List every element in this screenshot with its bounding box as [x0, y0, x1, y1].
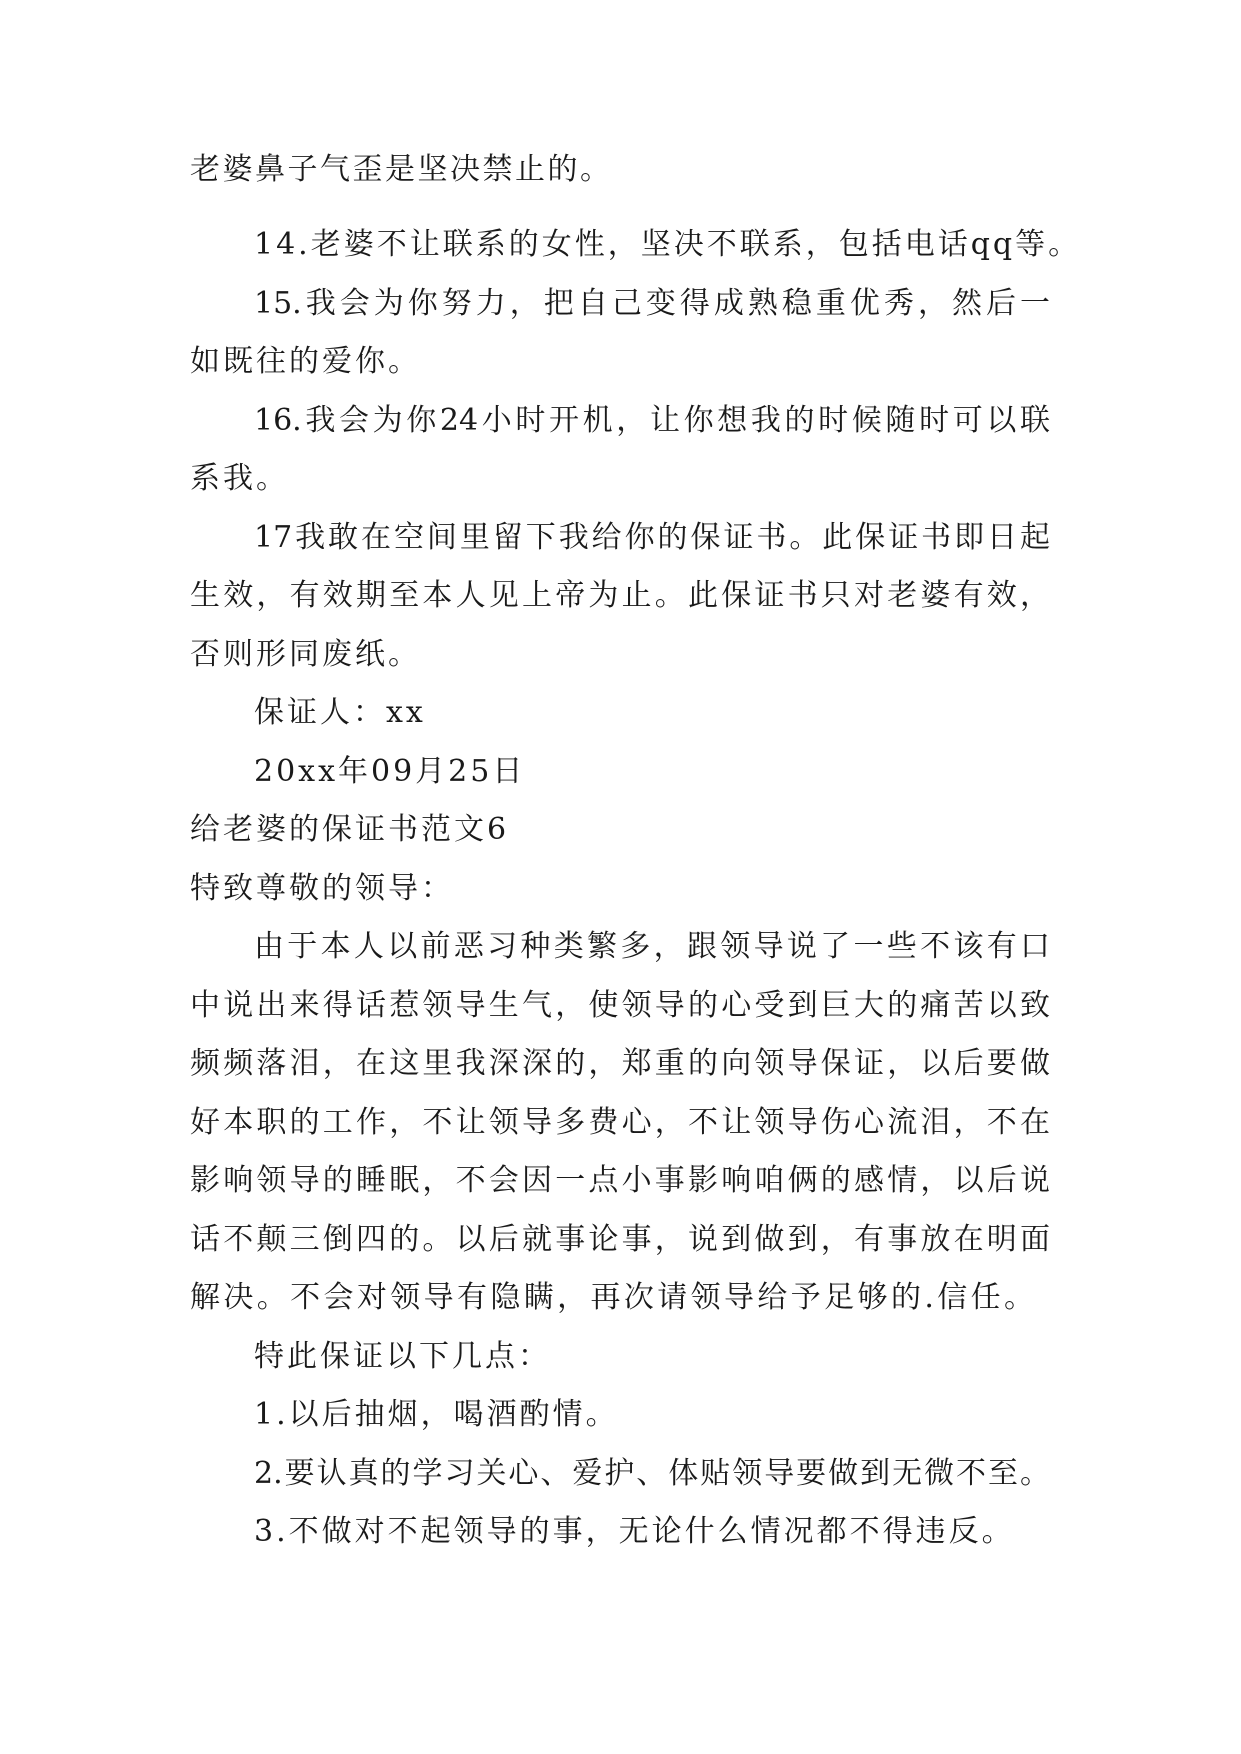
- text-line: 如既往的爱你。: [190, 344, 421, 379]
- date-line: 20xx年09月25日: [254, 754, 526, 789]
- paragraph-line: 话不颠三倒四的。以后就事论事，说到做到，有事放在明面: [190, 1222, 1050, 1257]
- list-item-14: 14.老婆不让联系的女性，坚决不联系，包括电话qq等。: [254, 227, 1082, 262]
- paragraph-line: 影响领导的睡眠，不会因一点小事影响咱俩的感情，以后说: [190, 1163, 1050, 1198]
- text-line: 否则形同废纸。: [190, 637, 421, 672]
- list-item-15: 15.我会为你努力，把自己变得成熟稳重优秀，然后一: [254, 286, 1050, 321]
- paragraph-line: 频频落泪，在这里我深深的，郑重的向领导保证，以后要做: [190, 1046, 1050, 1081]
- list-item-17: 17我敢在空间里留下我给你的保证书。此保证书即日起: [254, 520, 1050, 555]
- text-line: 老婆鼻子气歪是坚决禁止的。: [190, 152, 610, 187]
- guarantor-line: 保证人：xx: [254, 695, 426, 730]
- list-item-1: 1.以后抽烟，喝酒酌情。: [254, 1397, 619, 1432]
- paragraph-line: 由于本人以前恶习种类繁多，跟领导说了一些不该有口: [254, 929, 1050, 964]
- section-title: 给老婆的保证书范文6: [190, 812, 510, 847]
- paragraph-line: 解决。不会对领导有隐瞒，再次请领导给予足够的.信任。: [190, 1280, 1034, 1315]
- list-heading: 特此保证以下几点：: [254, 1339, 551, 1374]
- paragraph-line: 中说出来得话惹领导生气，使领导的心受到巨大的痛苦以致: [190, 988, 1050, 1023]
- list-item-16: 16.我会为你24小时开机，让你想我的时候随时可以联: [254, 403, 1050, 438]
- list-item-3: 3.不做对不起领导的事，无论什么情况都不得违反。: [254, 1514, 1015, 1549]
- text-line: 生效，有效期至本人见上帝为止。此保证书只对老婆有效，: [190, 578, 1050, 613]
- text-line: 系我。: [190, 461, 289, 496]
- salutation: 特致尊敬的领导：: [190, 871, 454, 906]
- paragraph-line: 好本职的工作，不让领导多费心，不让领导伤心流泪，不在: [190, 1105, 1050, 1140]
- list-item-2: 2.要认真的学习关心、爱护、体贴领导要做到无微不至。: [254, 1456, 1050, 1491]
